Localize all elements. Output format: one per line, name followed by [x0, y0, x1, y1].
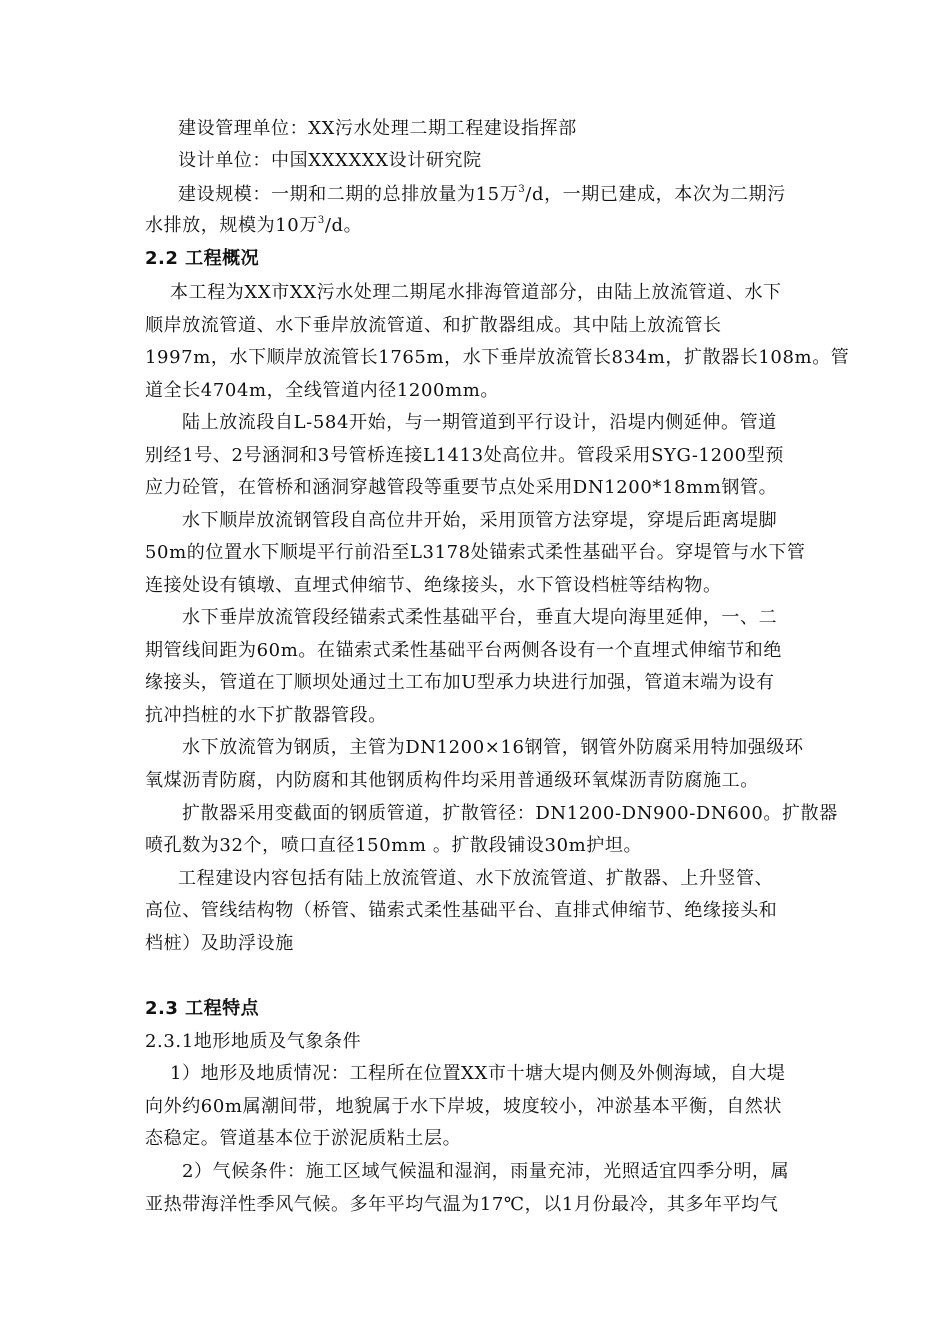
scale-line-2 [145, 214, 362, 238]
paragraph-line: 50m的位置水下顺堤平行前沿至L3178处锚索式柔性基础平台。穿堤管与水下管 [145, 542, 806, 563]
paragraph-line: 水下垂岸放流管段经锚索式柔性基础平台，垂直大堤向海里延伸，一、二 [182, 607, 778, 628]
paragraph-line: 态稳定。管道基本位于淤泥质粘土层。 [145, 1128, 462, 1149]
scale-text-c: 水排放，规模为10万 [145, 215, 318, 236]
paragraph-line: 抗冲挡桩的水下扩散器管段。 [145, 705, 387, 726]
scale-superscript: 3 [518, 184, 526, 195]
scale-line-1 [178, 183, 786, 207]
paragraph-line: 水下放流管为钢质，主管为DN1200×16钢管，钢管外防腐采用特加强级环 [182, 737, 804, 758]
paragraph-line: 期管线间距为60m。在锚索式柔性基础平台两侧各设有一个直埋式伸缩节和绝 [145, 640, 782, 661]
scale-text-d: /d。 [324, 215, 363, 236]
design-unit-text: 设计单位：中国XXXXXX设计研究院 [178, 150, 482, 171]
paragraph-line: 水下顺岸放流钢管段自高位井开始，采用顶管方法穿堤，穿堤后距离堤脚 [182, 510, 778, 531]
paragraph-line: 本工程为XX市XX污水处理二期尾水排海管道部分，由陆上放流管道、水下 [170, 282, 782, 303]
scale-superscript-2: 3 [317, 215, 325, 226]
paragraph-line: 1997m，水下顺岸放流管长1765m，水下垂岸放流管长834m，扩散器长108m。管 [145, 347, 850, 368]
paragraph-line: 氧煤沥青防腐，内防腐和其他钢质构件均采用普通级环氧煤沥青防腐施工。 [145, 770, 759, 791]
paragraph-line: 工程建设内容包括有陆上放流管道、水下放流管道、扩散器、上升竖管、 [178, 868, 774, 889]
section-2-3-heading: 2.3 工程特点 [145, 998, 260, 1019]
paragraph-line: 1）地形及地质情况：工程所在位置XX市十塘大堤内侧及外侧海域，自大堤 [170, 1063, 786, 1084]
scale-text-a: 建设规模：一期和二期的总排放量为15万 [178, 184, 519, 205]
paragraph-line: 档桩）及助浮设施 [145, 933, 294, 954]
paragraph-line: 缘接头，管道在丁顺坝处通过土工布加U型承力块进行加强，管道末端为设有 [145, 672, 775, 693]
paragraph-line: 喷孔数为32个，喷口直径150mm 。扩散段铺设30m护坦。 [145, 835, 643, 856]
paragraph-line: 高位、管线结构物（桥管、锚索式柔性基础平台、直排式伸缩节、绝缘接头和 [145, 900, 778, 921]
paragraph-line: 亚热带海洋性季风气候。多年平均气温为17℃，以1月份最冷，其多年平均气 [145, 1194, 779, 1215]
paragraph-line: 别经1号、2号涵洞和3号管桥连接L1413处高位井。管段采用SYG-1200型预 [145, 445, 784, 466]
paragraph-line: 顺岸放流管道、水下垂岸放流管道、和扩散器组成。其中陆上放流管长 [145, 315, 722, 336]
paragraph-line: 连接处设有镇墩、直埋式伸缩节、绝缘接头，水下管设档桩等结构物。 [145, 575, 722, 596]
paragraph-line: 应力砼管，在管桥和涵洞穿越管段等重要节点处采用DN1200*18mm钢管。 [145, 477, 778, 498]
paragraph-line: 向外约60m属潮间带，地貌属于水下岸坡，坡度较小，冲淤基本平衡，自然状 [145, 1096, 782, 1117]
paragraph-line: 2）气候条件：施工区域气候温和湿润，雨量充沛，光照适宜四季分明，属 [182, 1161, 790, 1182]
section-2-2-heading: 2.2 工程概况 [145, 248, 260, 269]
design-unit-line [178, 149, 482, 173]
management-unit-text: 建设管理单位：XX污水处理二期工程建设指挥部 [178, 118, 577, 139]
management-unit-line [178, 117, 577, 141]
scale-text-b: /d，一期已建成，本次为二期污 [525, 184, 786, 205]
subsection-2-3-1-heading: 2.3.1地形地质及气象条件 [145, 1031, 362, 1052]
paragraph-line: 道全长4704m，全线管道内径1200mm。 [145, 380, 500, 401]
paragraph-line: 扩散器采用变截面的钢质管道，扩散管径：DN1200-DN900-DN600。扩散器 [182, 803, 838, 824]
paragraph-line: 陆上放流段自L-584开始，与一期管道到平行设计，沿堤内侧延伸。管道 [182, 412, 777, 433]
